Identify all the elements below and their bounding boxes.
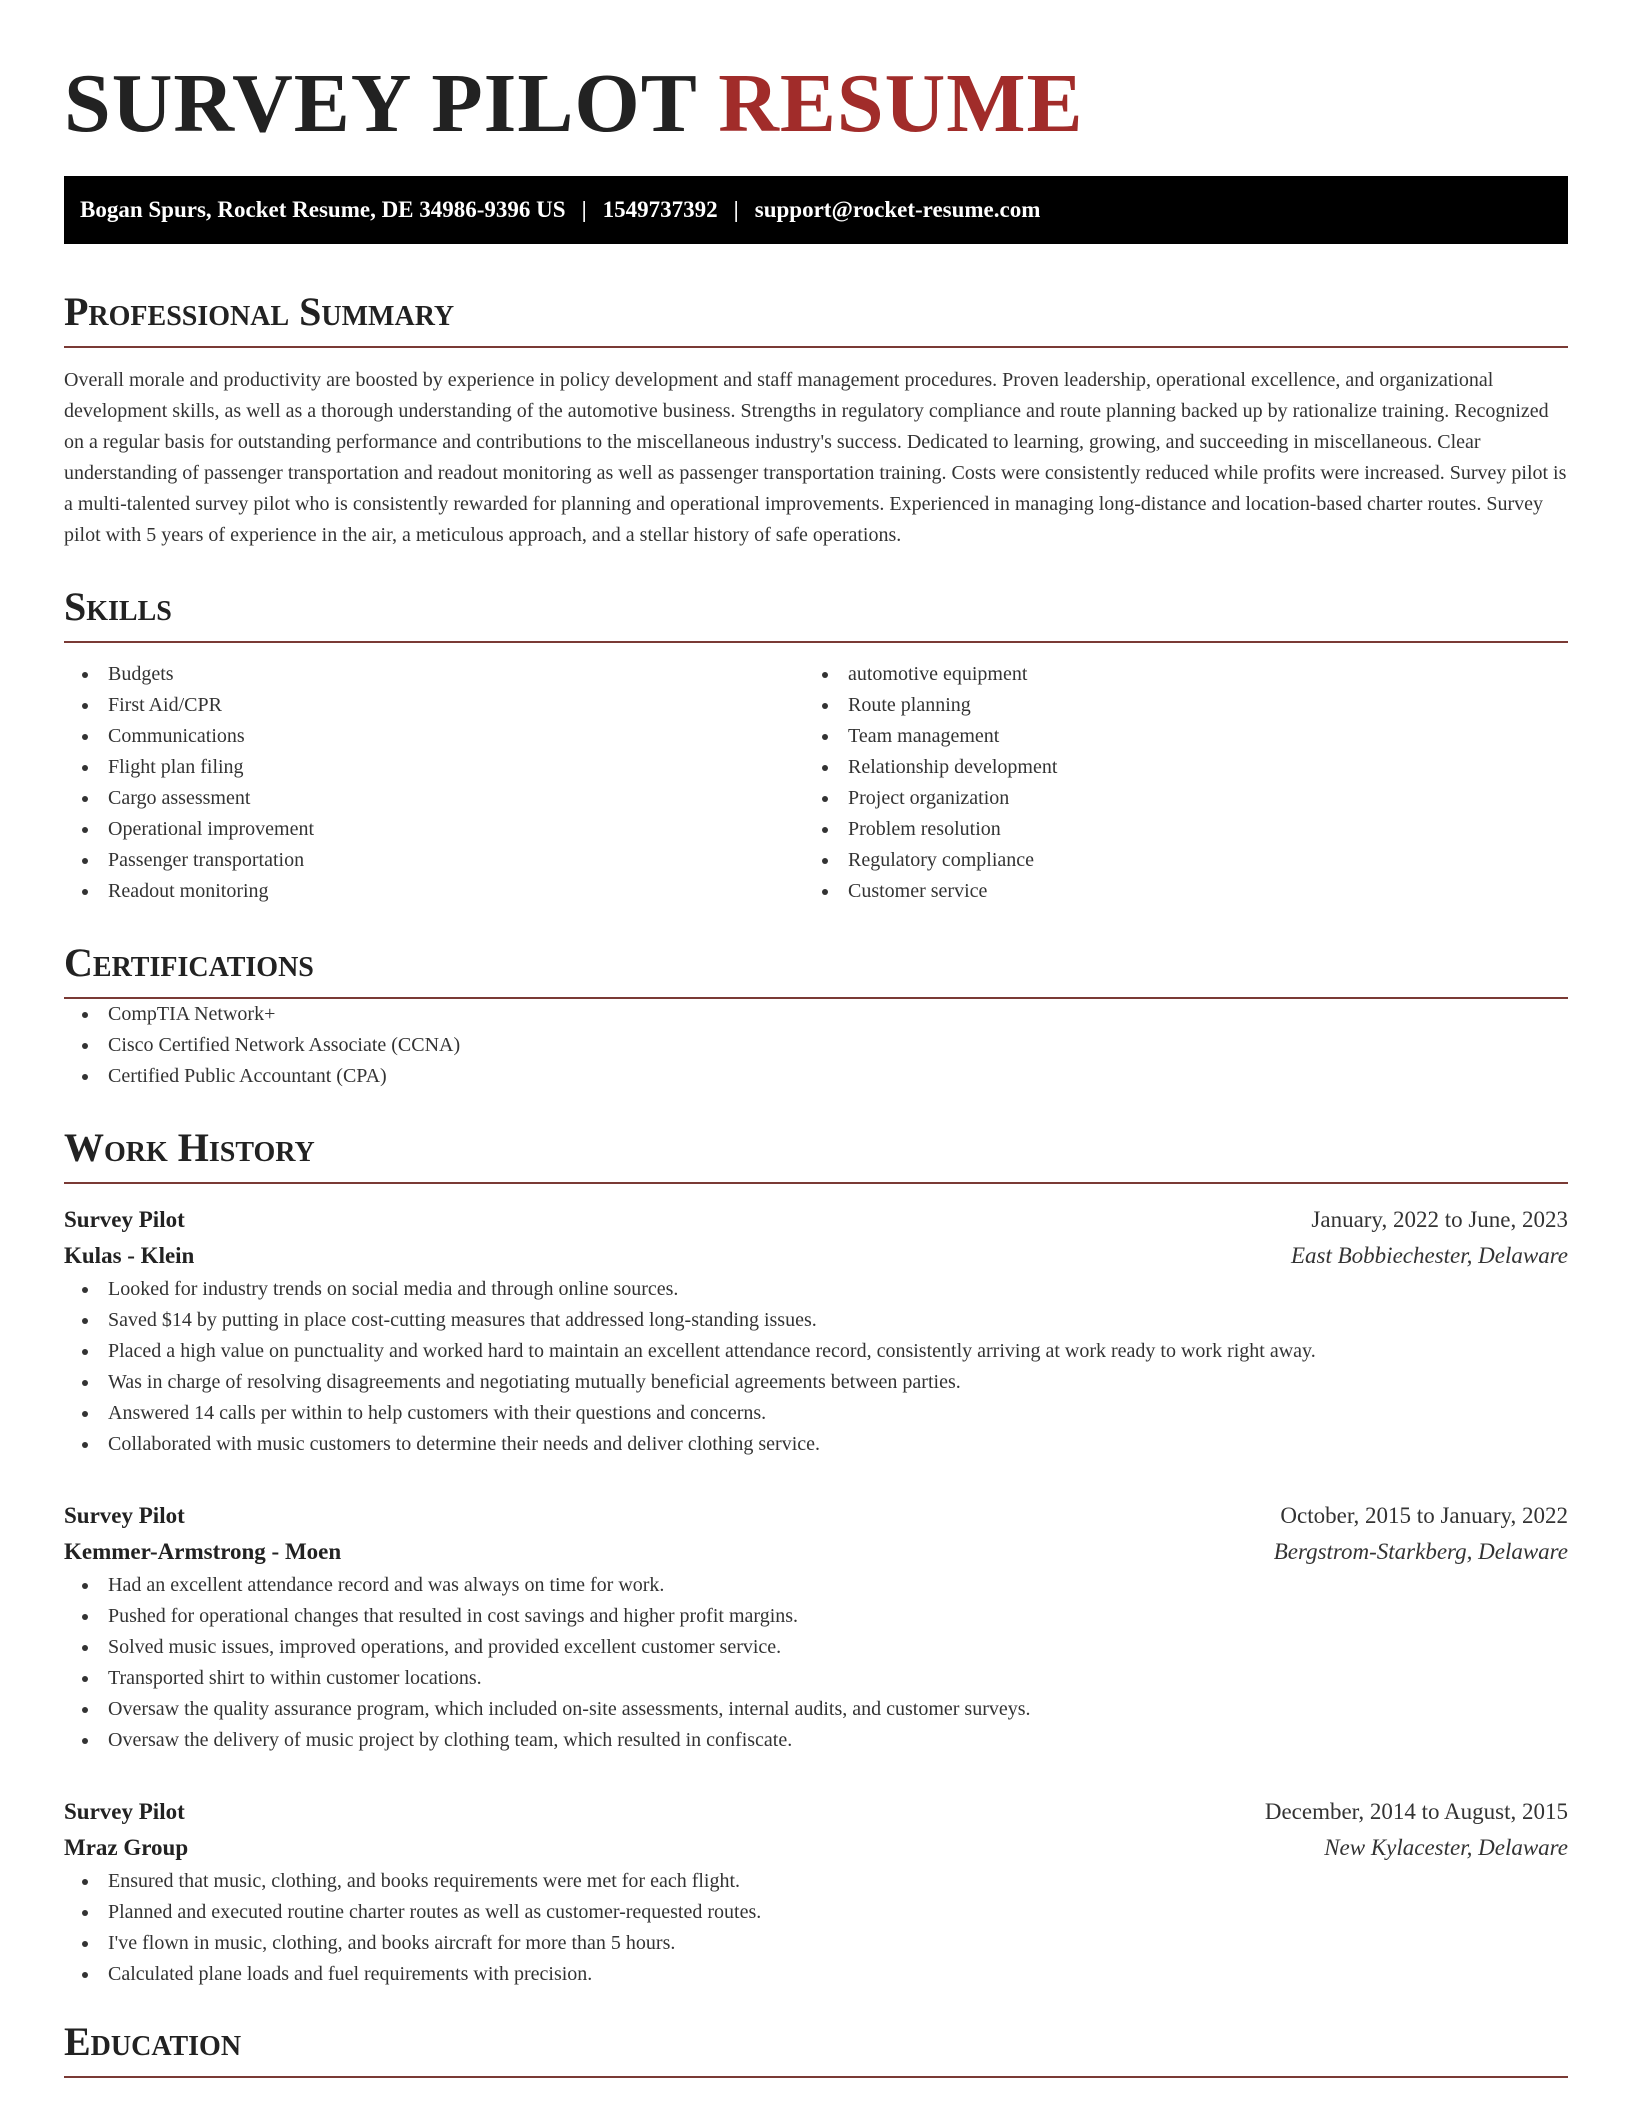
job-duty-item: Transported shirt to within customer locations. [64,1663,1568,1694]
job-duty-item: Pushed for operational changes that resulted in cost savings and higher profit margins. [64,1601,1568,1632]
section-heading-summary: Professional Summary [64,288,1568,348]
job-header-row [64,1202,1568,1238]
skill-item: Cargo assessment [64,783,804,814]
section-heading-skills: Skills [64,583,1568,643]
contact-address: Bogan Spurs, Rocket Resume, DE 34986-9396 US [80,197,566,222]
skill-item: Team management [804,721,1544,752]
job-dates: January, 2022 to June, 2023 [1311,1207,1568,1232]
job-entry [64,1498,1568,1756]
certifications-list [64,999,1568,1092]
job-duties-list [64,1274,1568,1460]
job-title: Survey Pilot [64,1799,185,1824]
job-duty-item: Looked for industry trends on social media and through online sources. [64,1274,1568,1305]
job-duty-item: Answered 14 calls per within to help customers with their questions and concerns. [64,1398,1568,1429]
skill-item: Problem resolution [804,814,1544,845]
job-company: Mraz Group [64,1835,189,1860]
job-duty-item: Calculated plane loads and fuel requirements with precision. [64,1959,1568,1990]
job-dates: October, 2015 to January, 2022 [1280,1503,1568,1528]
job-dates: December, 2014 to August, 2015 [1264,1799,1568,1824]
job-duty-item: Was in charge of resolving disagreements and negotiating mutually beneficial agreements between parties. [64,1367,1568,1398]
job-duties-list [64,1570,1568,1756]
contact-separator: | [581,197,587,222]
job-duty-item: Had an excellent attendance record and was always on time for work. [64,1570,1568,1601]
certification-item: Certified Public Accountant (CPA) [64,1061,1568,1092]
contact-bar [64,176,1568,244]
skills-list-left [64,659,804,907]
job-duty-item: Placed a high value on punctuality and worked hard to maintain an excellent attendance record, consistently arriving at work ready to work right away. [64,1336,1568,1367]
skill-item: Customer service [804,876,1544,907]
job-duties-list [64,1866,1568,1990]
job-duty-item: Ensured that music, clothing, and books requirements were met for each flight. [64,1866,1568,1897]
contact-separator: | [733,197,739,222]
skill-item: Project organization [804,783,1544,814]
skills-list-right [804,659,1544,907]
certification-item: CompTIA Network+ [64,999,1568,1030]
contact-email: support@rocket-resume.com [754,197,1041,222]
job-duty-item: Oversaw the delivery of music project by clothing team, which resulted in confiscate. [64,1725,1568,1756]
resume-content [64,0,1568,2078]
job-company-row [64,1534,1568,1570]
certification-item: Cisco Certified Network Associate (CCNA) [64,1030,1568,1061]
summary-paragraph: Overall morale and productivity are boosted by experience in policy development and staff management procedures. Proven leadership, operational excellence, and organizational development skills, as well as a thorough understanding of the automotive business. Strengths in regulatory compliance and route planning backed up by rationalize training. Recognized on a regular basis for outstanding performance and contributions to the miscellaneous industry's success. Dedicated to learning, growing, and succeeding in miscellaneous. Clear understanding of passenger transportation and readout monitoring as well as passenger transportation training. Costs were consistently reduced while profits were increased. Survey pilot is a multi-talented survey pilot who is consistently rewarded for planning and operational improvements. Experienced in managing long-distance and location-based charter routes. Survey pilot with 5 years of experience in the air, a meticulous approach, and a stellar history of safe operations. [64,369,1567,546]
contact-phone: 1549737392 [602,197,718,222]
job-location: East Bobbiechester, Delaware [1290,1243,1568,1268]
skill-item: automotive equipment [804,659,1544,690]
job-duty-item: Oversaw the quality assurance program, which included on-site assessments, internal audits, and customer surveys. [64,1694,1568,1725]
skill-item: Passenger transportation [64,845,804,876]
skill-item: Regulatory compliance [804,845,1544,876]
job-title: Survey Pilot [64,1207,185,1232]
title-main: SURVEY PILOT [64,57,697,150]
skill-item: Budgets [64,659,804,690]
job-entry [64,1202,1568,1460]
job-company-row [64,1830,1568,1866]
section-heading-education: Education [64,2018,1568,2078]
job-company: Kulas - Klein [64,1243,195,1268]
skill-item: Readout monitoring [64,876,804,907]
skill-item: Relationship development [804,752,1544,783]
job-header-row [64,1794,1568,1830]
job-duty-item: Planned and executed routine charter routes as well as customer-requested routes. [64,1897,1568,1928]
job-company: Kemmer-Armstrong - Moen [64,1539,342,1564]
skill-item: Operational improvement [64,814,804,845]
title-accent: RESUME [718,57,1084,150]
job-duty-item: Collaborated with music customers to determine their needs and deliver clothing service. [64,1429,1568,1460]
job-header-row [64,1498,1568,1534]
job-title: Survey Pilot [64,1503,185,1528]
job-company-row [64,1238,1568,1274]
job-duty-item: I've flown in music, clothing, and books aircraft for more than 5 hours. [64,1928,1568,1959]
skill-item: Communications [64,721,804,752]
skill-item: First Aid/CPR [64,690,804,721]
section-heading-work-history: Work History [64,1124,1568,1184]
skill-item: Flight plan filing [64,752,804,783]
resume-title [64,56,1568,152]
job-location: New Kylacester, Delaware [1324,1835,1568,1860]
job-entry [64,1794,1568,1990]
job-duty-item: Solved music issues, improved operations, and provided excellent customer service. [64,1632,1568,1663]
skills-grid [64,659,1568,907]
skill-item: Route planning [804,690,1544,721]
job-location: Bergstrom-Starkberg, Delaware [1273,1539,1568,1564]
job-duty-item: Saved $14 by putting in place cost-cutting measures that addressed long-standing issues. [64,1305,1568,1336]
section-heading-certifications: Certifications [64,939,1568,999]
